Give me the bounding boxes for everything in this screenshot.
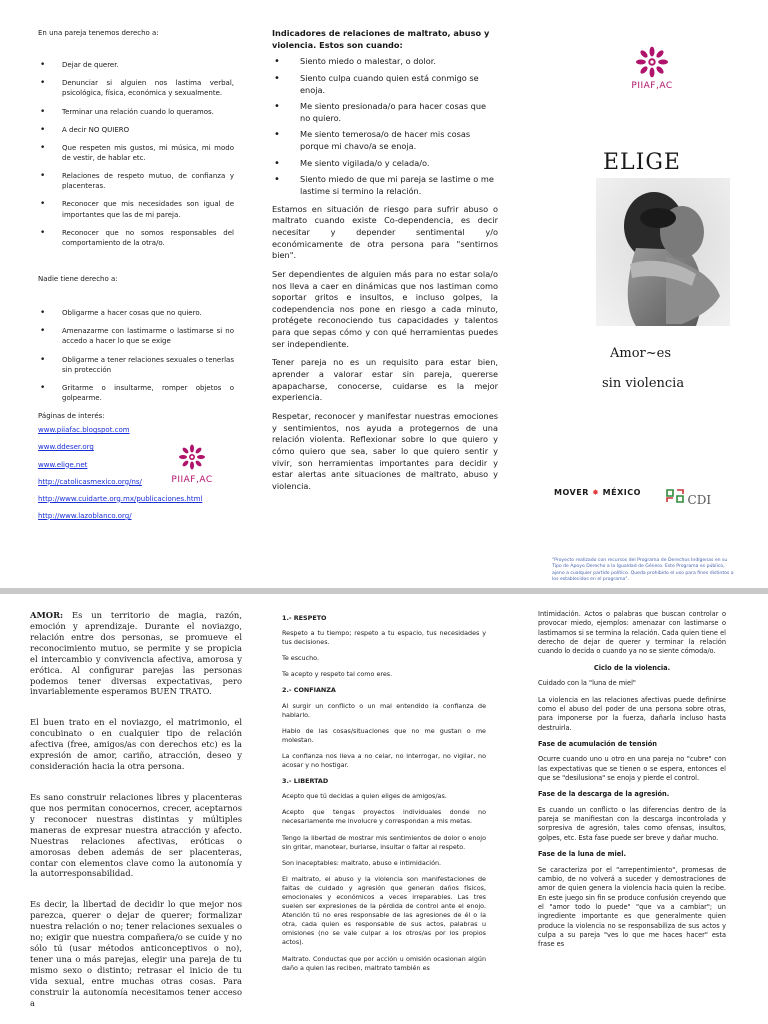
list-item: • Obligarme a hacer cosas que no quiero. — [38, 308, 234, 318]
mover-mexico-logo — [554, 488, 641, 497]
paragraph: Estamos en situación de riesgo para sufrir abuso o maltrato cuando existe Co-dependencia, es decir necesitar y depender sentimental y/o económicamente de otra persona para "sentirnos bien". — [272, 203, 498, 261]
paragraph: La confianza nos lleva a no celar, no interrogar, no vigilar, no acosar y no hostigar. — [282, 751, 486, 770]
norights-list — [38, 308, 234, 403]
list-item: • Gritarme o insultarme, romper objetos o golpearme. — [38, 383, 234, 403]
list-item: • Dejar de querer. — [38, 60, 234, 70]
section-heading: Ciclo de la violencia. — [593, 663, 671, 672]
list-item: • Siento miedo de que mi pareja se lastime o me lastime si termino la relación. — [272, 174, 498, 197]
list-item: • Denunciar si alguien nos lastima verbal, psicológica, física, económica y sexualmente. — [38, 78, 234, 98]
paragraph: Son inaceptables: maltrato, abuso e intimidación. — [282, 858, 442, 867]
paragraph: Se caracteriza por el "arrepentimiento", promesas de cambio, de no volverá a suceder y demostraciones de amor de quien genera la violencia hacia quien la recibe. En este juego sin fin se produce confusión creyendo que el "amor todo lo puede" "que va a cambiar"; un ingrediente importante es que generalmente quien produce la violencia no se responsabiliza de sus actos y culpa a su pareja "ves lo que me haces hacer" esta frase es — [538, 865, 726, 949]
flower-logo-icon — [631, 46, 673, 78]
rights-list — [38, 60, 234, 248]
cover-title: ELIGE — [603, 150, 681, 175]
paragraph: Tener pareja no es un requisito para estar bien, aprender a valorar estar sin pareja, quererse apapacharse, conocerse, cuidarse es la mejor experiencia. — [272, 357, 498, 403]
piiaf-logo — [622, 46, 682, 91]
paragraph: Es cuando un conflicto o las diferencias dentro de la pareja se manifiestan con la descarga incontrolada y sorpresiva de agresión, tales como ofensas, insultos, golpes, etc. Esta fase puede ser breve y dañar mucho. — [538, 805, 726, 842]
rights-panel — [38, 28, 234, 576]
brochure-inside — [0, 594, 768, 1024]
tagline-sin-violencia: sin violencia — [602, 376, 685, 391]
values-panel — [282, 614, 486, 1020]
paragraph: Te escucho. — [282, 654, 319, 663]
paragraph: Acepto que tengas proyectos individuales donde no necesariamente me involucre y correspondan a mis metas. — [282, 808, 486, 826]
list-item: • Relaciones de respeto mutuo, de confianza y placenteras. — [38, 171, 234, 191]
disclaimer: "Proyecto realizado con recursos del Programa de Derechos Indígenas en su Tipo de Apoyo Derecho a la Igualdad de Género. Este Programa es público, ajeno a cualquier partido político. Queda prohibido el uso para fines distintos a los establecidos en el programa". — [552, 558, 734, 583]
norights-heading: Nadie tiene derecho a: — [38, 274, 118, 283]
section-heading: 1.- RESPETO — [282, 614, 327, 622]
link-cuidarte[interactable]: http://www.cuidarte.org.mx/publicaciones.html — [38, 494, 203, 503]
paragraph: Maltrato. Conductas que por acción u omisión ocasionan algún daño a quien las reciben, maltrato también es — [282, 954, 486, 972]
logo-name: PIIAF,AC — [171, 475, 213, 486]
paragraph: Ocurre cuando uno u otro en una pareja no "cubre" con las expectativas que se tienen o se espera, entonces el que se "desilusiona" se enoja y pierde el control. — [538, 755, 726, 783]
logo-name: PIIAF,AC — [631, 81, 673, 91]
links-title: Páginas de interés: — [38, 412, 105, 421]
paragraph: Ser dependientes de alguien más para no estar sola/o nos lleva a caer en dinámicas que nos lastiman como soportar gritos e insultos, e incluso golpes, la codependencia nos pone en riesgo a cada minuto, protégete reconociendo tus capacidades y talentos para que sepas cómo y con qué herramientas puedes ser independiente. — [272, 268, 498, 349]
paragraph: Acepto que tú decidas a quien eliges de amigos/as. — [282, 792, 447, 801]
section-heading: Fase de la luna de miel. — [538, 850, 627, 859]
paragraph: Es sano construir relaciones libres y placenteras que nos permitan conocernos, crecer, aceptarnos y reconocer nuestras distintas y múltiples maneras de expresar nuestra atracción y afecto. Nuestras relaciones afectivas, eróticas o amorosas deben además de ser placenteras, contar con elementos clave como la autonomía y la autorresponsabilidad. — [30, 791, 242, 879]
rights-heading: En una pareja tenemos derecho a: — [38, 29, 159, 37]
list-item: • Reconocer que mis necesidades son igual de importantes que las de mi pareja. — [38, 199, 234, 219]
section-heading: Fase de acumulación de tensión — [538, 739, 657, 748]
paragraph-lead: AMOR: — [30, 610, 64, 620]
paragraph: Te acepto y respeto tal como eres. — [282, 670, 393, 679]
list-item: • Me siento vigilada/o y celada/o. — [272, 158, 498, 170]
paragraph-text: Es un territorio de magia, razón, emoción y aprendizaje. Durante el noviazgo, relación entre dos personas, se promueve el reconocimiento mutuo, se permite y se propicia el intercambio y convivencia afectiva, amorosa y erótica. Al configurar parejas las personas podemos tener diversas expectativas, pero invariablemente esperamos BUEN TRATO. — [30, 610, 242, 697]
paragraph: Hablo de las cosas/situaciones que no me gustan o me molestan. — [282, 726, 486, 744]
list-item: • Siento miedo o malestar, o dolor. — [272, 56, 498, 68]
cdi-logo — [665, 488, 711, 507]
list-item: • A decir NO QUIERO — [38, 125, 234, 135]
section-heading: Fase de la descarga de la agresión. — [538, 790, 670, 799]
paragraph: Al surgir un conflicto o un mal entendido la confianza de hablarlo. — [282, 701, 486, 719]
section-heading: 2.- CONFIANZA — [282, 686, 336, 695]
list-item: • Amenazarme con lastimarme o lastimarse si no accedo a hacer lo que se exige — [38, 326, 234, 346]
list-item: • Que respeten mis gustos, mi música, mi modo de vestir, de hablar etc. — [38, 143, 234, 163]
link-ddeser[interactable]: www.ddeser.org — [38, 443, 94, 452]
cover-panel — [540, 28, 740, 583]
amor-panel — [30, 610, 242, 1020]
mexico-text: MÉXICO — [602, 488, 641, 497]
flower-logo-icon — [175, 444, 209, 470]
link-catolicas[interactable]: http://catolicasmexico.org/ns/ — [38, 477, 142, 486]
paragraph: Tengo la libertad de mostrar mis sentimientos de dolor o enojo sin gritar, manotear, burlarse, insultar o faltar al respeto. — [282, 833, 486, 851]
paragraph: Intimidación. Actos o palabras que buscan controlar o provocar miedo, ejemplos: amenazar con lastimarse o lastimarnos si se termina la relación. Cada quien tiene el derecho de dejar de querer y terminar la relación cuando lo decida o cuando ya no se siente cómoda/o. — [538, 610, 726, 656]
link-lazoblanco[interactable]: http://www.lazoblanco.org/ — [38, 511, 132, 520]
link-elige[interactable]: www.elige.net — [38, 460, 88, 469]
piiaf-logo-small — [170, 444, 214, 487]
couple-embrace-photo — [596, 178, 730, 326]
list-item: • Reconocer que no somos responsables del comportamiento de la otra/o. — [38, 228, 234, 248]
paragraph: Es decir, la libertad de decidir lo que mejor nos parezca, querer o dejar de querer; formalizar nuestra relación o no; tener relaciones sexuales o no; exigir que nuestra compañera/o se cuide y no sólo tú (usar métodos anticonceptivos o no), tener una o más parejas, elegir una pareja de tu mismo sexo o distinto; retrasar el inicio de tu vida sexual, entre muchas otras cosas. Para construir la autonomía necesitamos tener acceso a — [30, 899, 242, 1008]
mover-text: MOVER — [554, 488, 589, 497]
list-item: • Me siento temerosa/o de hacer mis cosas porque mi chavo/a se enoja. — [272, 129, 498, 152]
link-piiafac[interactable]: www.piiafac.blogspot.com — [38, 426, 130, 435]
paragraph: La violencia en las relaciones afectivas puede definirse como el abuso del poder de una persona sobre otras, para imponerse por la fuerza, dañarla incluso hasta destruirla. — [538, 695, 726, 732]
list-item: • Obligarme a tener relaciones sexuales o tenerlas sin protección — [38, 355, 234, 375]
list-item: • Siento culpa cuando quien está conmigo se enoja. — [272, 73, 498, 96]
cdi-emblem-icon — [665, 488, 685, 504]
section-heading: 3.- LIBERTAD — [282, 777, 329, 786]
indicators-heading: Indicadores de relaciones de maltrato, abuso y violencia. Estos son cuando: — [272, 28, 490, 50]
tagline-amor: Amor~es — [610, 346, 672, 361]
list-item: • Terminar una relación cuando lo queramos. — [38, 107, 234, 117]
mover-star-icon: ✸ — [592, 488, 600, 497]
indicators-list — [272, 56, 498, 197]
paragraph: Cuidado con la "luna de miel" — [538, 679, 636, 688]
paragraph: El maltrato, el abuso y la violencia son manifestaciones de faltas de cuidado y agresión que generan daños físicos, emocionales y económicos a veces irreparables. Las tres suelen ser expresiones de la pérdida de control ante el enojo. Atención tú no eres responsable de las agresiones de él o la otra, cada quien es responsable de sus actos, palabras u omisiones (no se vale culpar a los otros/as por los propios actos). — [282, 874, 486, 947]
paragraph: El buen trato en el noviazgo, el matrimonio, el concubinato o en cualquier tipo de relación afectiva (free, amigos/as con derechos etc) es la expresión de amor, cariño, atracción, deseo y consideración hacia la otra persona. — [30, 717, 242, 772]
cycle-panel — [538, 610, 726, 1020]
list-item: • Me siento presionada/o para hacer cosas que no quiero. — [272, 101, 498, 124]
paragraph: Respetar, reconocer y manifestar nuestras emociones y sentimientos, nos ayuda a protegernos de una relación violenta. Reflexionar sobre lo que quiero y cómo quiero que sea, saber lo que quiero sentir y vivir, son herramientas importantes para decidir y estar alertas ante situaciones de maltrato, abuso y violencia. — [272, 410, 498, 491]
paragraph: Respeto a tu tiempo; respeto a tu espacio, tus necesidades y tus decisiones. — [282, 629, 486, 647]
paragraph — [30, 610, 242, 697]
cdi-text: CDI — [687, 493, 712, 507]
indicators-panel — [272, 28, 498, 576]
